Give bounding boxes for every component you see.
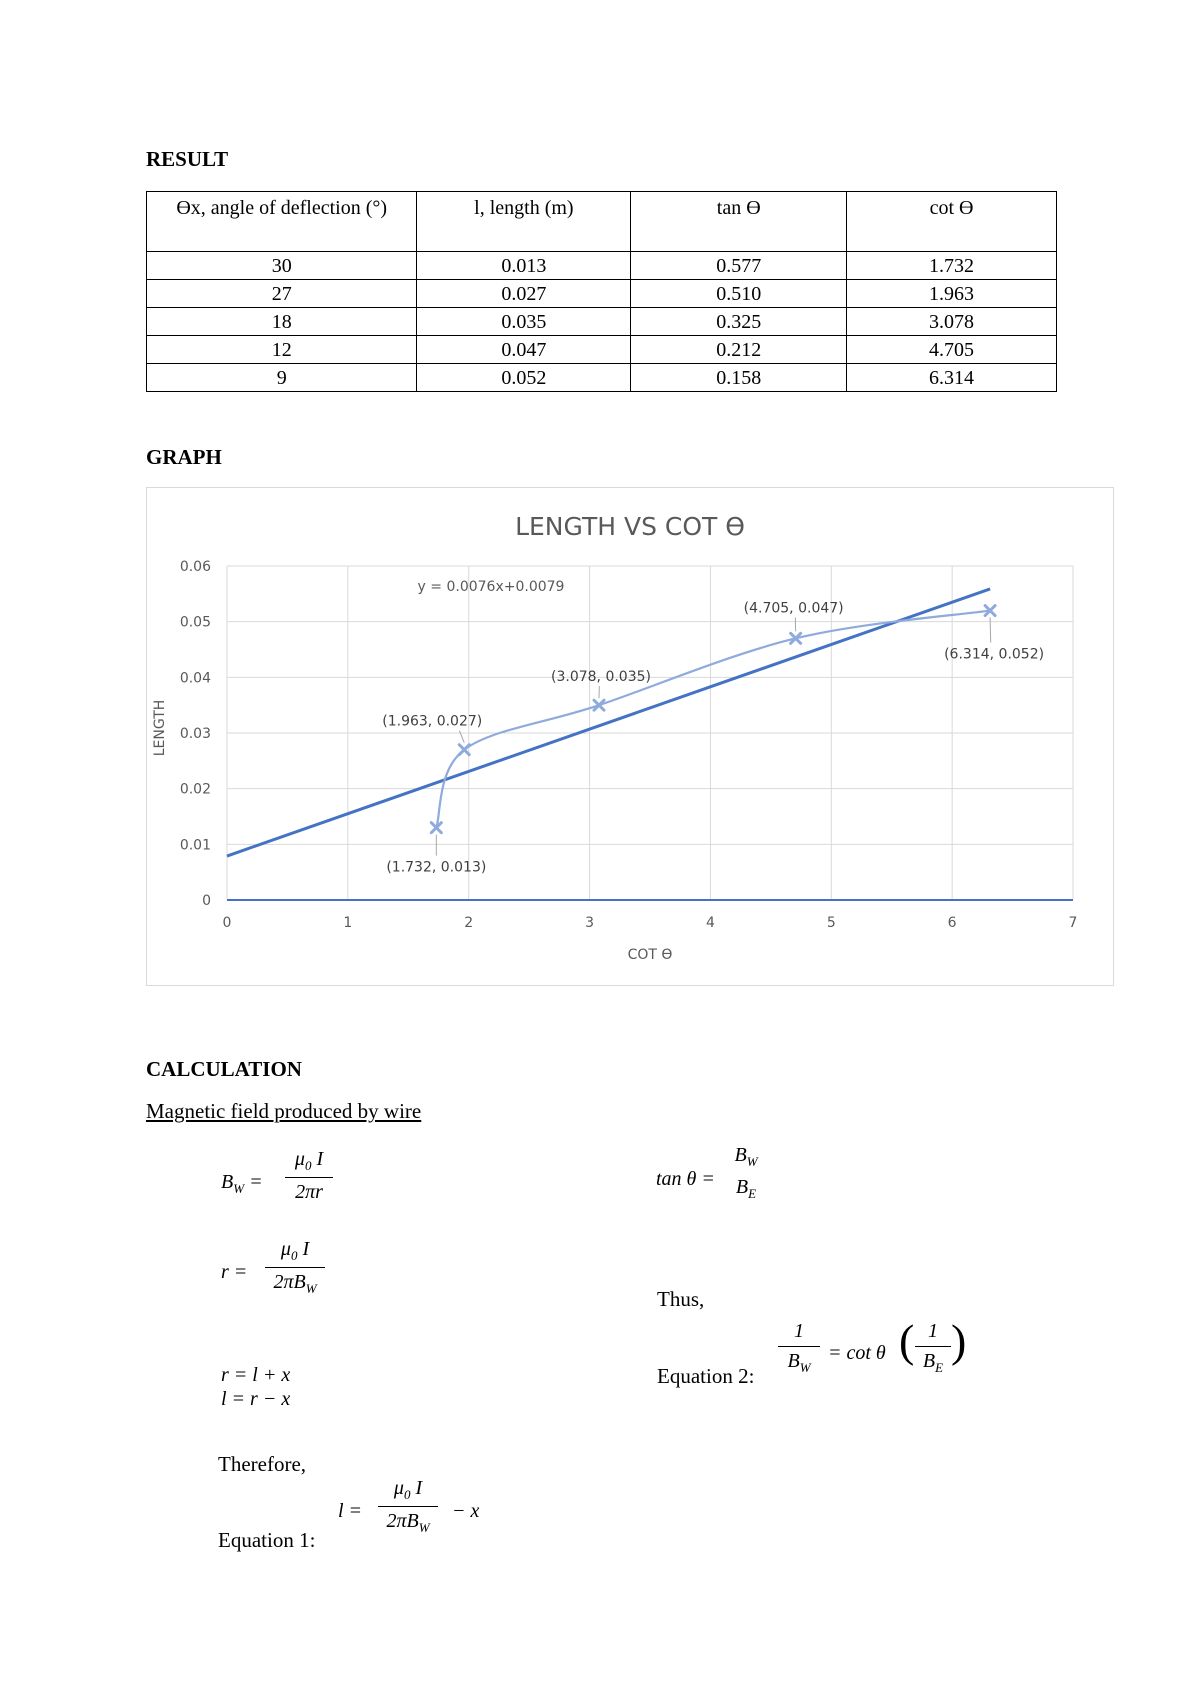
tick-labels: [180, 559, 1078, 931]
table-cell: 27: [147, 280, 417, 308]
result-table: [146, 191, 1057, 392]
table-cell: 0.052: [417, 364, 631, 392]
plot-area: [227, 589, 1044, 876]
y-tick-label: 0.06: [179, 559, 211, 575]
table-cell: 0.047: [417, 336, 631, 364]
chart-container: [146, 487, 1114, 986]
data-label: (1.732, 0.013): [386, 859, 487, 876]
section-heading-graph: GRAPH: [146, 445, 222, 469]
data-label: (1.963, 0.027): [382, 713, 483, 730]
table-cell: 0.158: [631, 364, 847, 392]
table-cell: 3.078: [847, 308, 1057, 336]
x-tick-label: 1: [343, 915, 353, 931]
table-row: [147, 308, 1057, 336]
x-tick-label: 0: [222, 915, 232, 931]
column-header: ϴx, angle of deflection (°): [147, 192, 417, 252]
y-tick-label: 0.03: [179, 726, 211, 742]
x-tick-label: 5: [826, 915, 836, 931]
table-cell: 9: [147, 364, 417, 392]
table-cell: 0.325: [631, 308, 847, 336]
table-cell: 0.577: [631, 252, 847, 280]
table-cell: 1.963: [847, 280, 1057, 308]
table-cell: 30: [147, 252, 417, 280]
x-axis-label: COT ϴ: [627, 947, 673, 963]
chart-title: LENGTH VS COT ϴ: [515, 512, 745, 541]
table-cell: 4.705: [847, 336, 1057, 364]
table-cell: 0.212: [631, 336, 847, 364]
table-row: [147, 280, 1057, 308]
y-tick-label: 0: [202, 893, 211, 909]
column-header: cot ϴ: [847, 192, 1057, 252]
table-cell: 18: [147, 308, 417, 336]
therefore-text: Therefore,: [218, 1452, 307, 1476]
section-heading-calculation: CALCULATION: [146, 1057, 302, 1081]
trendline-equation: y = 0.0076x+0.0079: [417, 579, 565, 595]
table-cell: 1.732: [847, 252, 1057, 280]
y-tick-label: 0.02: [179, 781, 211, 798]
table-cell: 0.027: [417, 280, 631, 308]
series-line: [436, 611, 990, 828]
data-label-leader: [990, 618, 991, 643]
data-label: (6.314, 0.052): [944, 646, 1045, 663]
x-tick-label: 6: [947, 915, 957, 931]
table-cell: 6.314: [847, 364, 1057, 392]
table-row: [147, 252, 1057, 280]
table-cell: 0.035: [417, 308, 631, 336]
equation2-label: Equation 2:: [657, 1364, 755, 1388]
column-header: l, length (m): [417, 192, 631, 252]
table-row: [147, 336, 1057, 364]
thus-text: Thus,: [657, 1287, 705, 1311]
length-vs-cot-chart: [147, 488, 1113, 985]
data-point: [459, 745, 469, 755]
x-tick-label: 4: [705, 915, 715, 931]
x-tick-label: 2: [464, 915, 474, 931]
y-axis-label: LENGTH: [152, 699, 168, 757]
data-point-marker: [459, 745, 469, 755]
column-header: tan ϴ: [631, 192, 847, 252]
trendline: [227, 589, 990, 856]
calculation-subheading: Magnetic field produced by wire: [146, 1099, 422, 1123]
data-label: (4.705, 0.047): [743, 600, 844, 617]
x-tick-label: 7: [1068, 915, 1078, 931]
table-cell: 0.013: [417, 252, 631, 280]
table-cell: 12: [147, 336, 417, 364]
section-heading-result: RESULT: [146, 147, 229, 171]
x-tick-label: 3: [585, 915, 595, 931]
table-cell: 0.510: [631, 280, 847, 308]
y-tick-label: 0.04: [179, 670, 211, 687]
table-header-row: [147, 192, 1057, 252]
y-tick-label: 0.01: [179, 837, 211, 854]
y-tick-label: 0.05: [179, 614, 211, 631]
equation1-label: Equation 1:: [218, 1528, 316, 1552]
table-row: [147, 364, 1057, 392]
data-label: (3.078, 0.035): [551, 669, 651, 686]
